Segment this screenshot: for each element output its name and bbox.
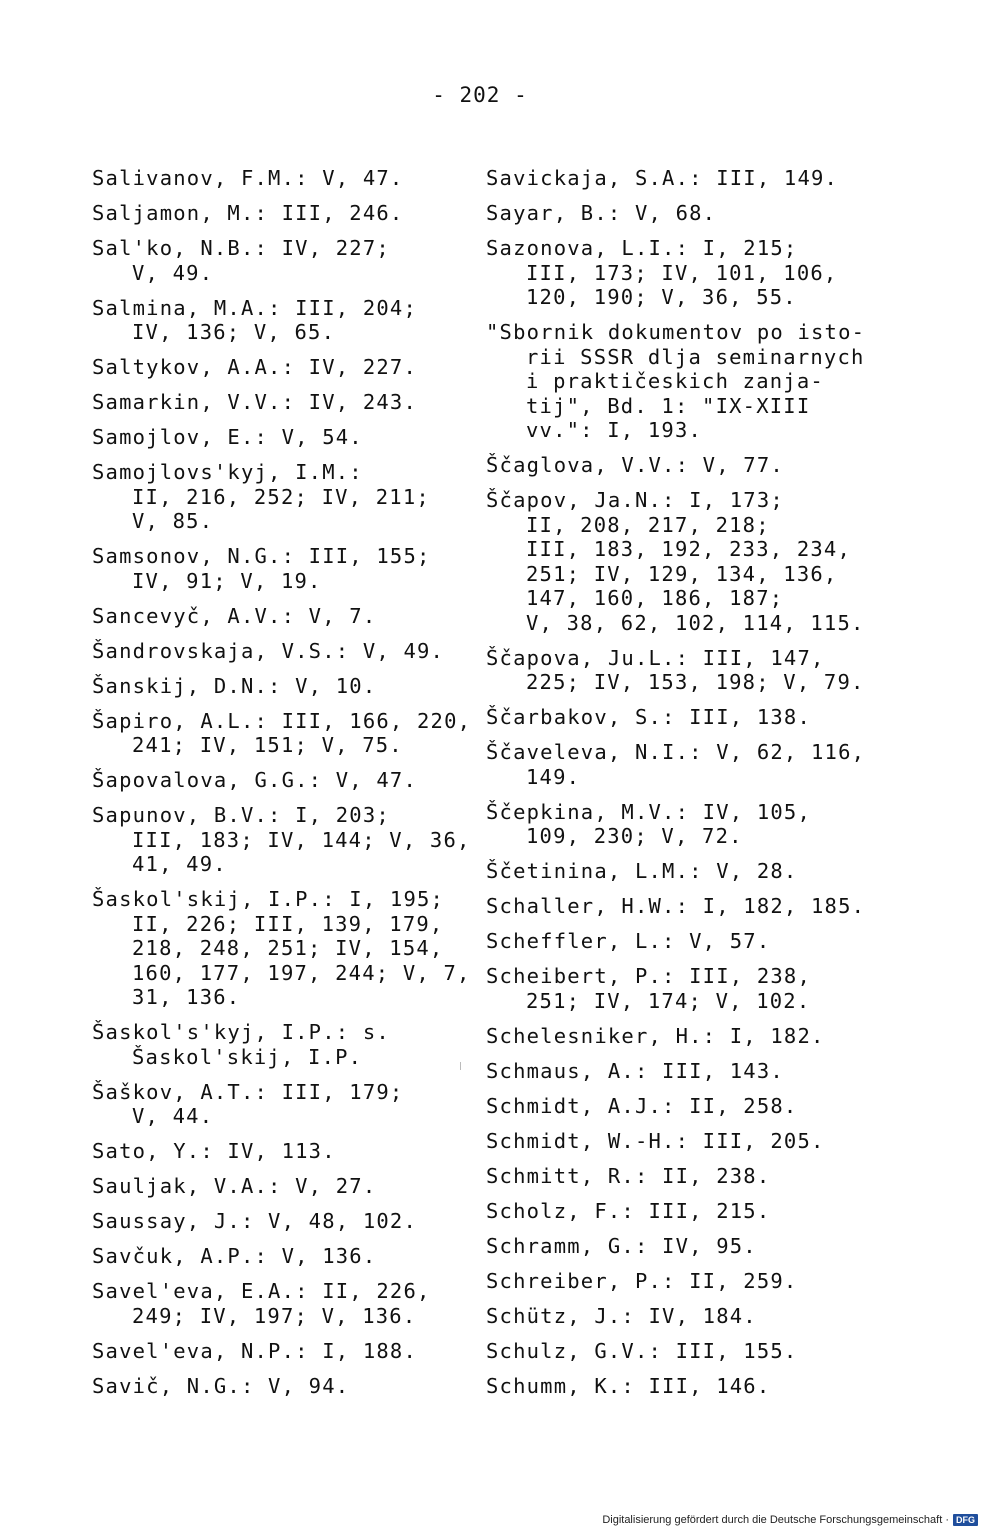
index-entry-continuation: 251; IV, 174; V, 102.	[526, 988, 811, 1013]
index-entry	[486, 1164, 876, 1189]
index-entry-heading: Saussay, J.: V, 48, 102.	[92, 1209, 418, 1233]
index-entry-continuation: rii SSSR dlja seminarnych	[526, 344, 865, 369]
index-entry-continuation: 41, 49.	[132, 852, 227, 876]
index-entry	[486, 488, 876, 635]
index-entry-heading: Sancevyč, A.V.: V, 7.	[92, 603, 377, 628]
index-entry-continuation: 109, 230; V, 72.	[526, 824, 743, 848]
index-entry-heading: Schmaus, A.: III, 143.	[486, 1058, 784, 1083]
index-column-right	[486, 166, 876, 1409]
index-entry	[92, 355, 472, 380]
index-entry	[486, 1374, 876, 1399]
index-entry-continuation: vv.": I, 193.	[526, 418, 703, 442]
index-entry	[92, 236, 472, 285]
index-entry-continuation: 120, 190; V, 36, 55.	[526, 285, 797, 309]
index-entry-heading: Ščarbakov, S.: III, 138.	[486, 705, 812, 729]
index-entry-continuation: V, 44.	[132, 1104, 214, 1128]
index-entry	[486, 1339, 876, 1364]
index-entry-heading: "Sbornik dokumentov po isto-	[486, 320, 866, 344]
index-entry	[92, 544, 472, 593]
index-entry-continuation: 218, 248, 251; IV, 154,	[132, 936, 444, 960]
index-entry-continuation: IV, 136; V, 65.	[132, 320, 336, 344]
index-entry-continuation: 160, 177, 197, 244; V, 7,	[132, 960, 471, 985]
index-entry	[92, 1080, 472, 1129]
index-entry	[92, 425, 472, 450]
index-entry-heading: Sapunov, B.V.: I, 203;	[92, 803, 390, 827]
index-entry-continuation: III, 183, 192, 233, 234,	[526, 537, 852, 561]
index-entry	[92, 887, 472, 1010]
footer-credit-text: Digitalisierung gefördert durch die Deutsche Forschungsgemeinschaft ·	[602, 1514, 949, 1526]
index-entry-continuation: II, 226; III, 139, 179,	[132, 911, 444, 936]
index-entry-continuation: IV, 91; V, 19.	[132, 568, 322, 593]
index-entry-heading: Sazonova, L.I.: I, 215;	[486, 236, 798, 260]
index-entry-continuation: 149.	[526, 764, 581, 789]
index-entry-heading: Schütz, J.: IV, 184.	[486, 1303, 757, 1328]
index-entry	[486, 166, 876, 191]
index-entry	[486, 1129, 876, 1154]
index-entry-heading: Schelesniker, H.: I, 182.	[486, 1023, 825, 1048]
index-entry-heading: Sayar, B.: V, 68.	[486, 201, 717, 225]
index-entry	[92, 1020, 472, 1069]
index-entry-heading: Šapiro, A.L.: III, 166, 220,	[92, 708, 472, 733]
index-entry	[92, 604, 472, 629]
index-entry-continuation: 225; IV, 153, 198; V, 79.	[526, 670, 865, 694]
index-entry	[486, 646, 876, 695]
index-entry-heading: Savčuk, A.P.: V, 136.	[92, 1244, 377, 1268]
index-entry	[92, 803, 472, 877]
index-entry-continuation: i praktičeskich zanja-	[526, 369, 824, 393]
index-entry-heading: Scheibert, P.: III, 238,	[486, 964, 812, 988]
index-entry	[486, 1304, 876, 1329]
index-entry-heading: Savel'eva, N.P.: I, 188.	[92, 1338, 418, 1363]
index-entry	[486, 929, 876, 954]
index-entry-heading: Savič, N.G.: V, 94.	[92, 1373, 350, 1398]
index-entry-heading: Saljamon, M.: III, 246.	[92, 201, 404, 225]
index-entry-heading: Schramm, G.: IV, 95.	[486, 1233, 757, 1258]
index-entry-heading: Savickaja, S.A.: III, 149.	[486, 166, 839, 190]
index-entry	[92, 1174, 472, 1199]
index-entry	[486, 894, 876, 919]
index-entry-heading: Šaskol'skij, I.P.: I, 195;	[92, 887, 445, 911]
index-entry	[92, 768, 472, 793]
index-entry	[486, 236, 876, 310]
index-entry-continuation: 147, 160, 186, 187;	[526, 586, 784, 610]
index-entry	[92, 460, 472, 534]
index-entry-heading: Šandrovskaja, V.S.: V, 49.	[92, 638, 445, 663]
index-column-left	[92, 166, 472, 1409]
index-entry	[92, 1244, 472, 1269]
index-entry-heading: Salivanov, F.M.: V, 47.	[92, 166, 404, 190]
index-entry-heading: Šaskol's'kyj, I.P.: s.	[92, 1020, 390, 1044]
index-entry-heading: Schreiber, P.: II, 259.	[486, 1268, 798, 1293]
index-entry	[486, 453, 876, 478]
index-entry-heading: Šapovalova, G.G.: V, 47.	[92, 768, 418, 792]
index-entry-continuation: V, 49.	[132, 260, 214, 285]
index-entry-heading: Samojlov, E.: V, 54.	[92, 425, 363, 449]
index-entry	[92, 1339, 472, 1364]
index-entry	[486, 740, 876, 789]
index-entry	[92, 1139, 472, 1164]
index-entry	[486, 201, 876, 226]
index-entry	[486, 1059, 876, 1084]
index-entry-heading: Sauljak, V.A.: V, 27.	[92, 1174, 377, 1198]
index-entry-continuation: 31, 136.	[132, 985, 241, 1009]
index-entry	[486, 800, 876, 849]
index-entry-continuation: III, 173; IV, 101, 106,	[526, 260, 838, 285]
index-entry	[92, 296, 472, 345]
index-entry	[486, 1199, 876, 1224]
index-entry-heading: Savel'eva, E.A.: II, 226,	[92, 1279, 431, 1303]
index-entry	[92, 390, 472, 415]
index-entry-heading: Schaller, H.W.: I, 182, 185.	[486, 894, 866, 918]
index-entry	[92, 674, 472, 699]
index-entry-heading: Schmitt, R.: II, 238.	[486, 1163, 771, 1188]
page-number: - 202 -	[432, 83, 528, 107]
index-entry-heading: Schumm, K.: III, 146.	[486, 1373, 771, 1398]
index-entry-continuation: 249; IV, 197; V, 136.	[132, 1303, 417, 1328]
index-entry-continuation: 251; IV, 129, 134, 136,	[526, 561, 838, 586]
footer	[602, 1514, 978, 1526]
index-entry-heading: Samojlovs'kyj, I.M.:	[92, 460, 363, 484]
index-entry-continuation: Šaskol'skij, I.P.	[132, 1044, 363, 1069]
index-entry-heading: Ščapov, Ja.N.: I, 173;	[486, 488, 784, 512]
index-entry-continuation: 241; IV, 151; V, 75.	[132, 733, 403, 757]
index-entry-heading: Ščapova, Ju.L.: III, 147,	[486, 645, 825, 670]
index-entry	[92, 201, 472, 226]
index-entry	[486, 1234, 876, 1259]
index-entry	[486, 320, 876, 443]
index-entry-heading: Salmina, M.A.: III, 204;	[92, 295, 418, 320]
index-entry-heading: Schmidt, W.-H.: III, 205.	[486, 1128, 825, 1153]
index-entry-heading: Schmidt, A.J.: II, 258.	[486, 1093, 798, 1118]
index-entry-heading: Scholz, F.: III, 215.	[486, 1198, 771, 1223]
index-entry	[92, 166, 472, 191]
index-entry	[486, 859, 876, 884]
index-entry-continuation: V, 85.	[132, 509, 214, 533]
index-entry	[92, 1209, 472, 1234]
index-entry	[92, 639, 472, 664]
index-entry	[486, 1269, 876, 1294]
index-entry	[486, 964, 876, 1013]
index-entry-heading: Sal'ko, N.B.: IV, 227;	[92, 236, 390, 260]
index-entry-heading: Sato, Y.: IV, 113.	[92, 1139, 336, 1163]
index-entry	[486, 1024, 876, 1049]
index-entry-heading: Šanskij, D.N.: V, 10.	[92, 673, 377, 698]
index-entry-heading: Saltykov, A.A.: IV, 227.	[92, 355, 418, 379]
index-entry-heading: Scheffler, L.: V, 57.	[486, 929, 771, 953]
index-entry-continuation: V, 38, 62, 102, 114, 115.	[526, 610, 865, 635]
index-entry	[92, 1374, 472, 1399]
index-entry-heading: Ščaveleva, N.I.: V, 62, 116,	[486, 740, 866, 764]
index-entry-continuation: II, 216, 252; IV, 211;	[132, 484, 430, 509]
index-entry-continuation: II, 208, 217, 218;	[526, 512, 770, 537]
index-entry	[92, 709, 472, 758]
index-entry-heading: Šaškov, A.T.: III, 179;	[92, 1079, 404, 1104]
index-entry-continuation: tij", Bd. 1: "IX-XIII	[526, 393, 811, 418]
index-entry	[486, 705, 876, 730]
index-entry-heading: Schulz, G.V.: III, 155.	[486, 1338, 798, 1363]
index-entry-heading: Samarkin, V.V.: IV, 243.	[92, 390, 418, 414]
index-entry	[92, 1279, 472, 1328]
index-entry-heading: Samsonov, N.G.: III, 155;	[92, 544, 431, 568]
index-entry	[486, 1094, 876, 1119]
dfg-logo-icon: DFG	[953, 1514, 978, 1526]
index-entry-heading: Ščaglova, V.V.: V, 77.	[486, 453, 784, 477]
index-entry-continuation: III, 183; IV, 144; V, 36,	[132, 827, 471, 852]
index-entry-heading: Ščetinina, L.M.: V, 28.	[486, 859, 798, 883]
index-entry-heading: Ščepkina, M.V.: IV, 105,	[486, 799, 812, 824]
scan-mark	[460, 1062, 461, 1070]
